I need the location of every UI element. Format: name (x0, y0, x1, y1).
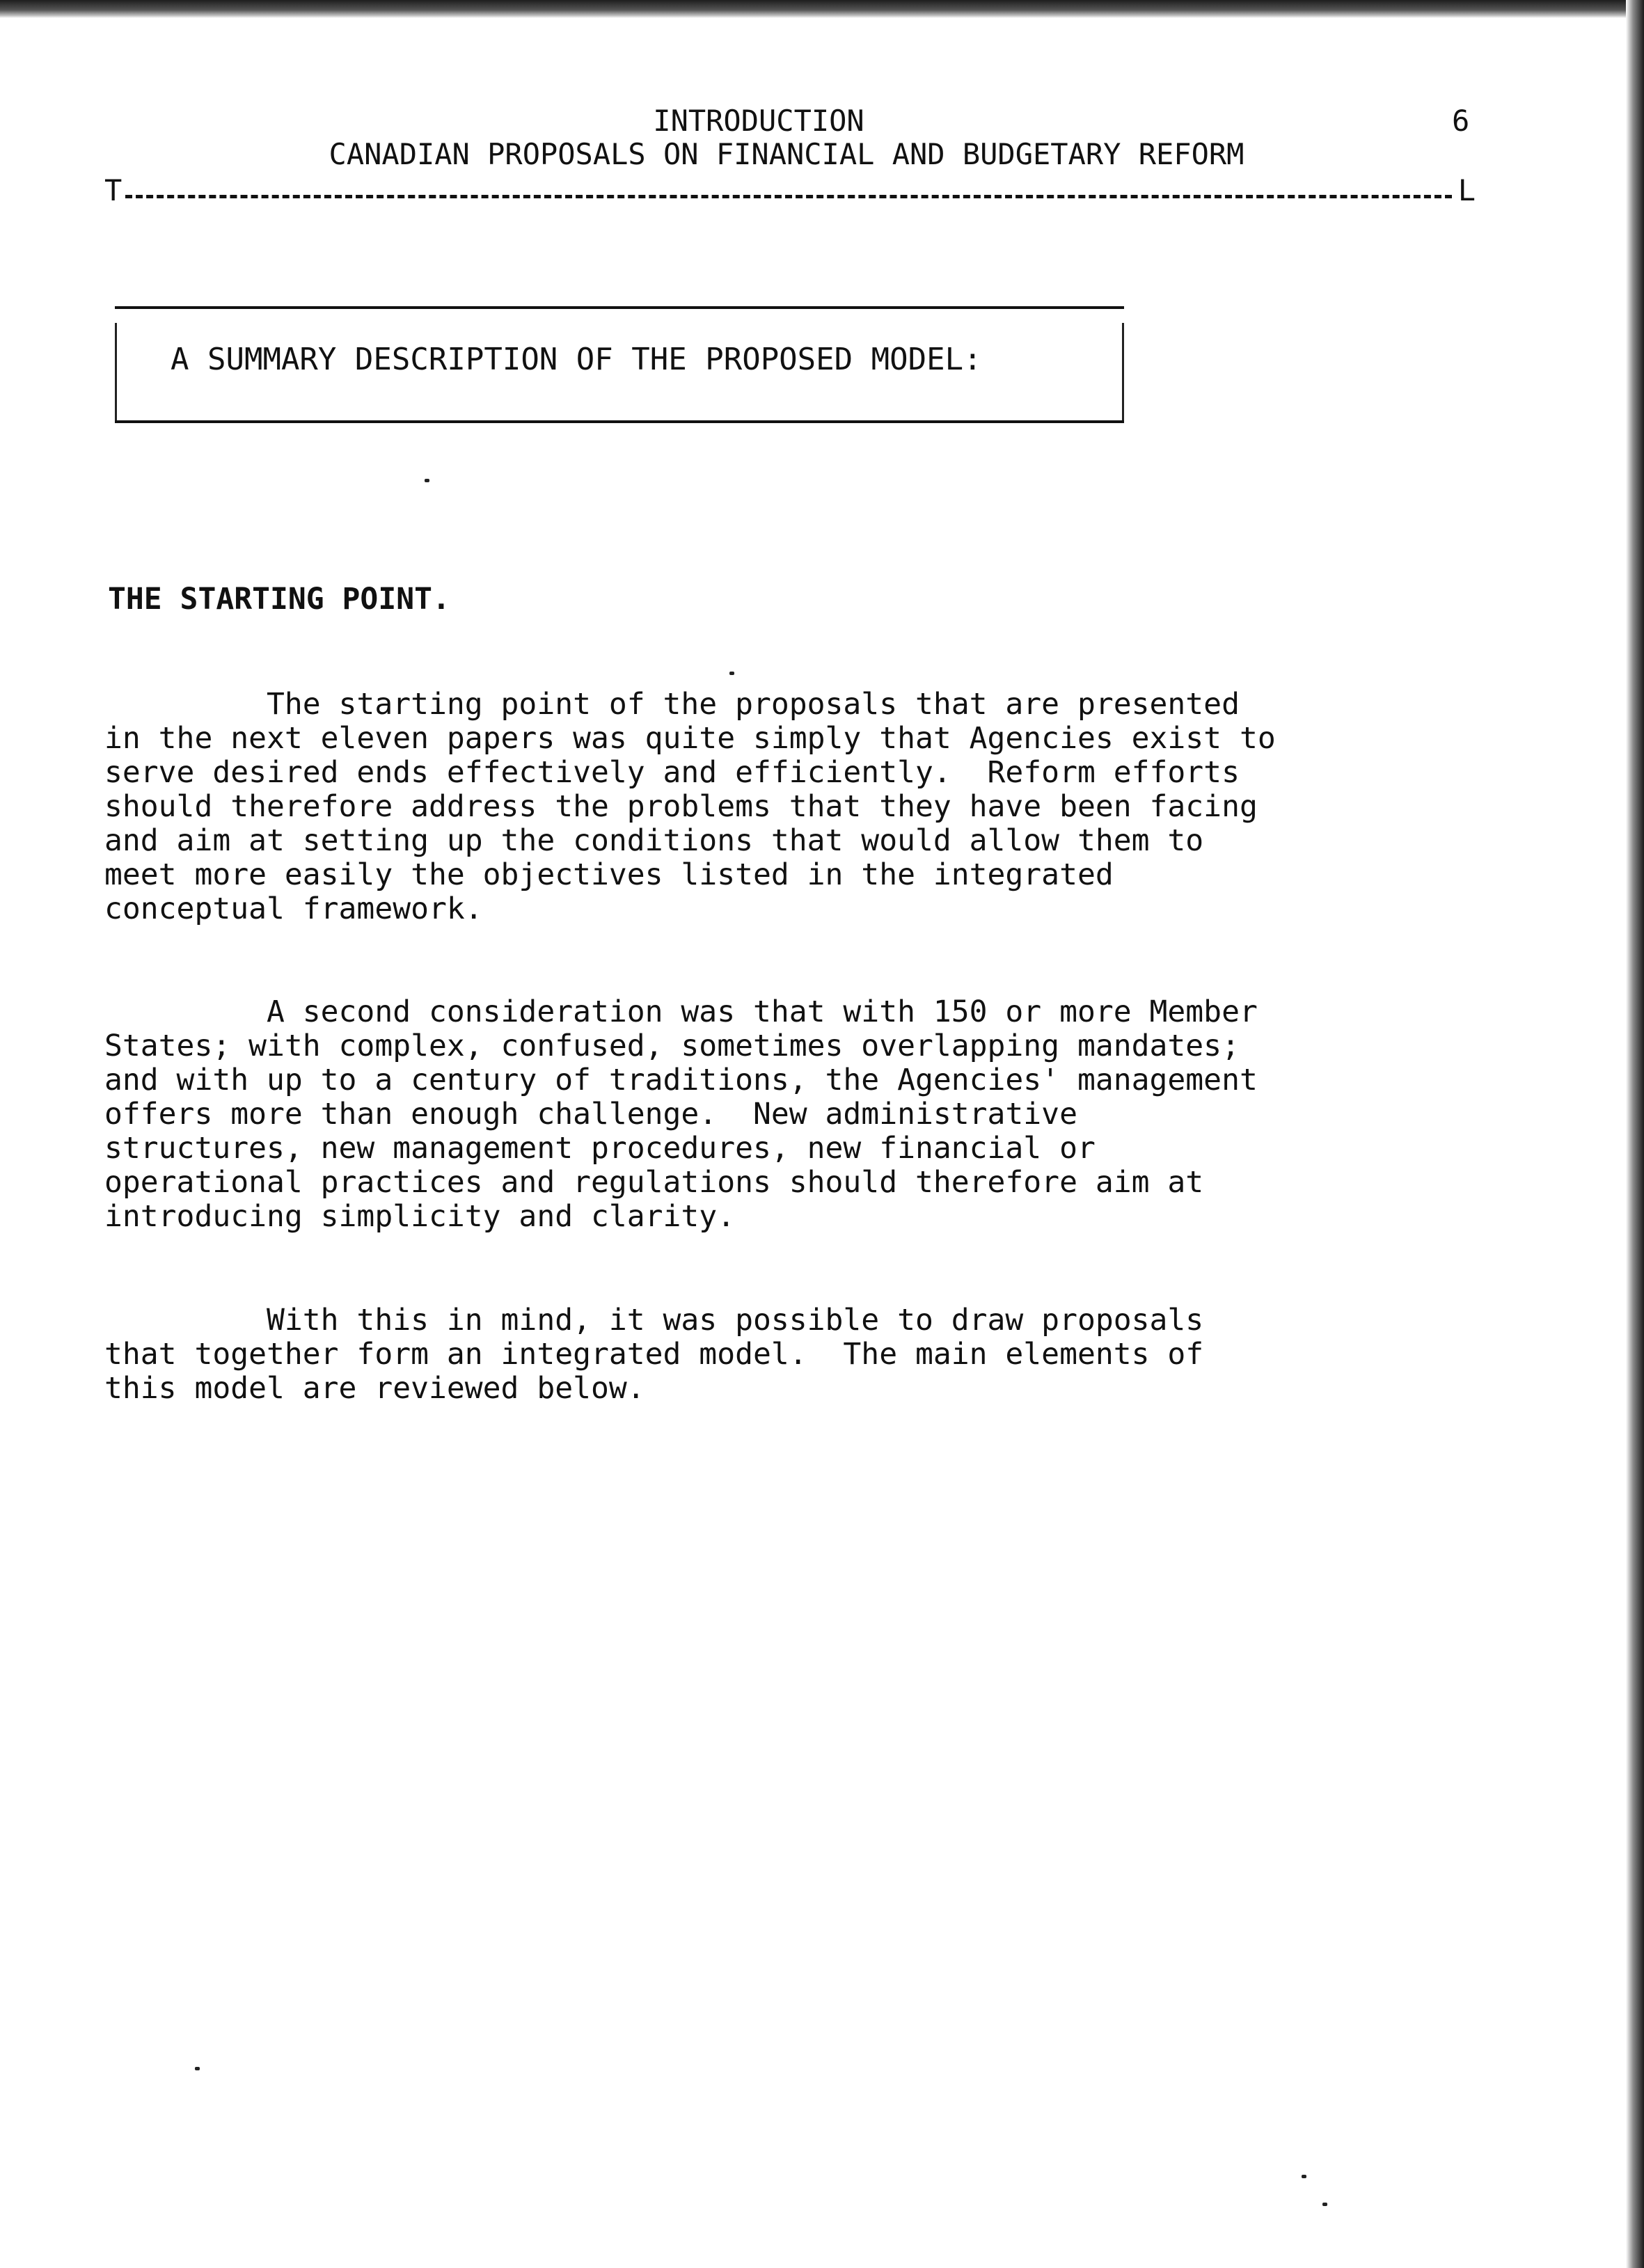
scan-speck (1322, 2203, 1327, 2206)
header-rule (104, 174, 1476, 207)
page-number: 6 (1452, 104, 1470, 138)
scan-speck (425, 479, 429, 482)
summary-box-right-border (1122, 323, 1124, 420)
page-subtitle: CANADIAN PROPOSALS ON FINANCIAL AND BUDGETARY REFORM (329, 137, 1244, 171)
paragraph-1: The starting point of the proposals that are presented in the next eleven papers was quite simply that Agencies exist to serve desired ends effectively and efficiently. Reform efforts should therefore address the problems that they have been facing and aim at setting up the conditions that would allow them to meet more easily the objectives listed in the integrated conceptual framework. (104, 687, 1276, 926)
scan-speck (1302, 2175, 1306, 2178)
summary-box-text: A SUMMARY DESCRIPTION OF THE PROPOSED MODEL: (171, 342, 982, 377)
scan-speck (729, 672, 734, 675)
page-title: INTRODUCTION (653, 104, 864, 138)
paragraph-3: With this in mind, it was possible to draw proposals that together form an integrated model. The main elements of this model are reviewed below. (104, 1303, 1204, 1406)
header-rule-right-mark: L (1457, 173, 1476, 207)
section-heading: THE STARTING POINT. (108, 582, 450, 617)
summary-box-left-border (115, 323, 117, 420)
scan-speck (195, 2067, 200, 2070)
scan-edge-right (1626, 0, 1644, 2268)
paragraph-2: A second consideration was that with 150 or more Member States; with complex, confused, sometimes overlapping mandates; and with up to a century of traditions, the Agencies' management offers more than enough challenge. New administrative structures, new management procedures, new financial or operational practices and regulations should therefore aim at introducing simplicity and clarity. (104, 994, 1258, 1234)
summary-box (115, 306, 1124, 423)
scan-edge-top (0, 0, 1644, 18)
header-rule-left-mark: T (104, 173, 122, 207)
header-rule-dashes (125, 195, 1452, 198)
